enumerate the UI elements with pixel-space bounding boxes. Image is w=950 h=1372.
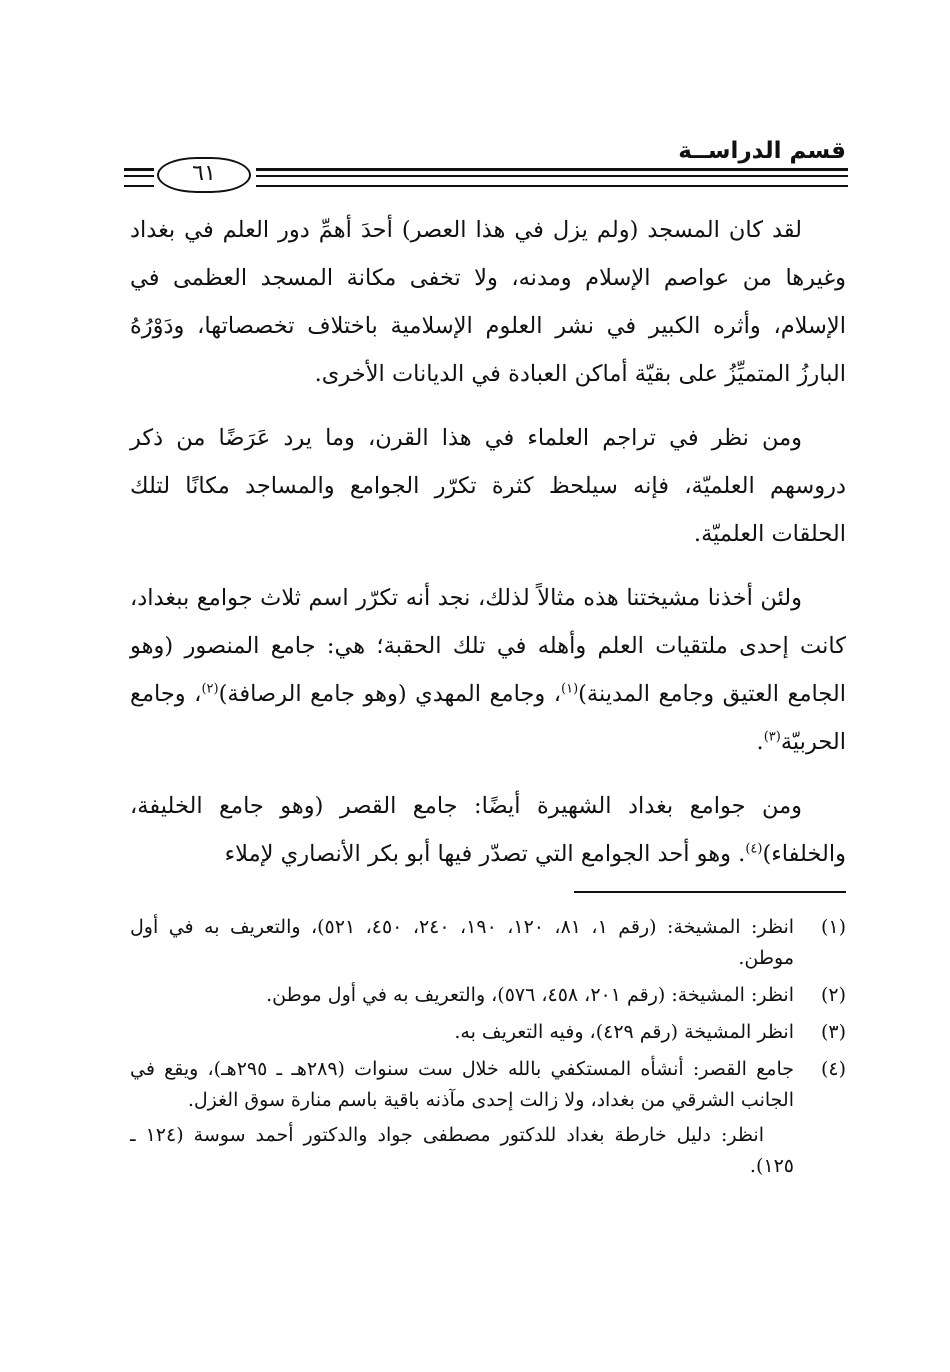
main-text [130, 206, 846, 894]
footnote-number: (١) [820, 916, 846, 938]
footnote-text: جامع القصر: أنشأه المستكفي بالله خلال ست سنوات (٢٨٩هـ ـ ٢٩٥هـ)، ويقع في الجانب الشرقي من بغداد، ولا زالت إحدى مآذنه باقية باسم منارة سوق الغزل. [130, 1058, 794, 1111]
header-rule-left [124, 168, 154, 187]
paragraph-3-part-3: ، وجامع الحربيّة [130, 681, 846, 755]
footnote-ref-1[interactable]: (١) [561, 681, 579, 697]
footnote-ref-4[interactable]: (٤) [745, 841, 763, 857]
footnote-ref-3[interactable]: (٣) [763, 729, 781, 745]
footnote-1 [130, 912, 846, 974]
paragraph-4-part-1: ومن جوامع بغداد الشهيرة أيضًا: جامع القصر (وهو جامع الخليفة، والخلفاء) [130, 793, 846, 867]
section-title: قسم الدراســة [678, 138, 846, 164]
paragraph-3-part-2: ، وجامع المهدي (وهو جامع الرصافة) [218, 681, 561, 707]
footnote-divider [574, 891, 846, 893]
header-rule-right [256, 168, 848, 187]
footnote-text: انظر: المشيخة: (رقم ١، ٨١، ١٢٠، ١٩٠، ٢٤٠، ٤٥٠، ٥٢١)، والتعريف به في أول موطن. [130, 916, 795, 969]
footnote-2 [130, 980, 846, 1011]
footnote-4-reference: انظر: دليل خارطة بغداد للدكتور مصطفى جواد والدكتور أحمد سوسة (١٢٤ ـ ١٢٥). [130, 1124, 794, 1177]
footnotes [130, 912, 846, 1182]
footnote-text: انظر: المشيخة: (رقم ٢٠١، ٤٥٨، ٥٧٦)، والتعريف به في أول موطن. [266, 984, 794, 1006]
footnote-number: (٢) [820, 984, 846, 1006]
footnote-text: انظر المشيخة (رقم ٤٢٩)، وفيه التعريف به. [454, 1021, 794, 1043]
footnote-number: (٤) [820, 1058, 846, 1080]
footnote-4 [130, 1054, 846, 1116]
paragraph-2: ومن نظر في تراجم العلماء في هذا القرن، وما يرد عَرَضًا من ذكر دروسهم العلميّة، فإنه سيلحظ كثرة تكرّر الجوامع والمساجد مكانًا لتلك الحلقات العلميّة. [130, 425, 846, 547]
paragraph-3-end: . [756, 729, 764, 755]
paragraph-4-end: . وهو أحد الجوامع التي تصدّر فيها أبو بكر الأنصاري لإملاء [224, 841, 746, 867]
paragraph-3 [130, 574, 846, 766]
footnote-number: (٣) [820, 1021, 846, 1043]
footnote-3 [130, 1017, 846, 1048]
paragraph-3-part-1: ولئن أخذنا مشيختنا هذه مثالاً لذلك، نجد أنه تكرّر اسم ثلاث جوامع ببغداد، كانت إحدى ملتقيات العلم وأهله في تلك الحقبة؛ هي: جامع المنصور (وهو الجامع العتيق وجامع المدينة) [130, 585, 846, 707]
page-number: ٦١ [157, 157, 251, 193]
footnote-ref-2[interactable]: (٢) [201, 681, 219, 697]
paragraph-4 [130, 782, 846, 878]
paragraph-1: لقد كان المسجد (ولم يزل في هذا العصر) أحدَ أهمِّ دور العلم في بغداد وغيرها من عواصم الإسلام ومدنه، ولا تخفى مكانة المسجد العظمى في الإسلام، وأثره الكبير في نشر العلوم الإسلامية باختلاف تخصصاتها، ودَوْرُهُ البارزُ المتميِّزُ على بقيّة أماكن العبادة في الديانات الأخرى. [130, 217, 846, 387]
